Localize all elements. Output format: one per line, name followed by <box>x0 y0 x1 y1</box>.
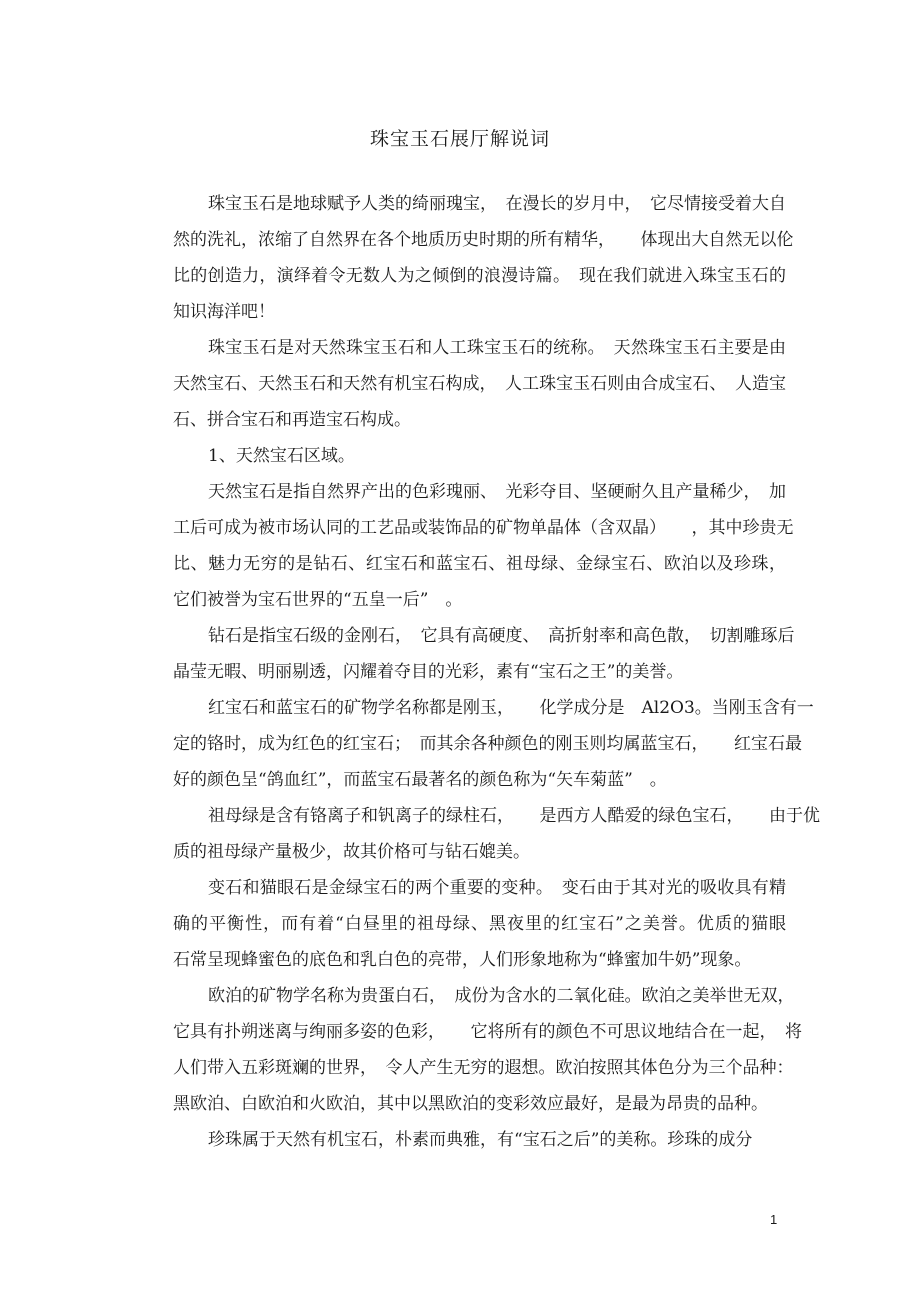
paragraph-natural-gems <box>138 474 794 618</box>
text-line: 石常呈现蜂蜜色的底色和乳白色的亮带，人们形象地称为“蜂蜜加牛奶”现象。 <box>173 950 752 970</box>
paragraph-intro <box>138 186 794 330</box>
text-line: 晶莹无暇、明丽剔透，闪耀着夺目的光彩，素有“宝石之王”的美誉。 <box>173 662 684 682</box>
text-line: 天然宝石是指自然界产出的色彩瑰丽、 光彩夺目、坚硬耐久且产量稀少， 加 <box>208 482 786 502</box>
text-line: 人们带入五彩斑斓的世界， 令人产生无穷的遐想。欧泊按照其体色分为三个品种： <box>173 1058 794 1078</box>
text-line: 天然宝石、天然玉石和天然有机宝石构成， 人工珠宝玉石则由合成宝石、 人造宝 <box>173 374 786 394</box>
text-line: 好的颜色呈“鸽血红”，而蓝宝石最著名的颜色称为“矢车菊蓝” 。 <box>173 770 667 790</box>
paragraph-emerald <box>138 798 820 870</box>
paragraph-ruby-sapphire <box>138 690 814 798</box>
paragraph-chrysoberyl <box>138 870 786 978</box>
text-line: 比的创造力，演绎着令无数人为之倾倒的浪漫诗篇。 现在我们就进入珠宝玉石的 <box>173 266 786 286</box>
page-number: 1 <box>770 1212 778 1227</box>
text-line: 珠宝玉石是对天然珠宝玉石和人工珠宝玉石的统称。 天然珠宝玉石主要是由 <box>208 338 786 358</box>
page-title: 珠宝玉石展厅解说词 <box>369 128 550 150</box>
document-body <box>138 186 820 1158</box>
text-line: 1、天然宝石区域。 <box>208 446 355 466</box>
section-heading <box>138 438 786 474</box>
text-line: 它们被誉为宝石世界的“五皇一后” 。 <box>173 590 463 610</box>
text-line: 欧泊的矿物学名称为贵蛋白石， 成份为含水的二氧化硅。欧泊之美举世无双， <box>208 986 795 1006</box>
text-line: 珠宝玉石是地球赋予人类的绮丽瑰宝， 在漫长的岁月中， 它尽情接受着大自 <box>208 194 786 214</box>
text-line: 红宝石和蓝宝石的矿物学名称都是刚玉， 化学成分是 Al2O3。当刚玉含有一 <box>208 698 814 718</box>
text-line: 知识海洋吧！ <box>173 302 275 322</box>
text-line: 变石和猫眼石是金绿宝石的两个重要的变种。 变石由于其对光的吸收具有精 <box>208 878 786 898</box>
text-line: 黑欧泊、白欧泊和火欧泊，其中以黑欧泊的变彩效应最好，是最为昂贵的品种。 <box>173 1094 768 1114</box>
text-line: 钻石是指宝石级的金刚石， 它具有高硬度、 高折射率和高色散， 切割雕琢后 <box>208 626 795 646</box>
text-line: 工后可成为被市场认同的工艺品或装饰品的矿物单晶体（含双晶） ，其中珍贵无 <box>173 518 794 538</box>
paragraph-diamond <box>138 618 795 690</box>
text-line: 它具有扑朔迷离与绚丽多姿的色彩， 它将所有的颜色不可思议地结合在一起， 将 <box>173 1022 802 1042</box>
paragraph-pearl <box>138 1122 786 1158</box>
text-line: 珍珠属于天然有机宝石，朴素而典雅，有“宝石之后”的美称。珍珠的成分 <box>208 1130 753 1150</box>
text-line: 质的祖母绿产量极少，故其价格可与钻石媲美。 <box>173 842 530 862</box>
paragraph-opal <box>138 978 802 1122</box>
text-line: 确的平衡性，而有着“白昼里的祖母绿、黑夜里的红宝石”之美誉。优质的猫眼 <box>173 914 786 934</box>
text-line: 石、拼合宝石和再造宝石构成。 <box>173 410 411 430</box>
text-line: 然的洗礼，浓缩了自然界在各个地质历史时期的所有精华， 体现出大自然无以伦 <box>173 230 794 250</box>
text-line: 祖母绿是含有铬离子和钒离子的绿柱石， 是西方人酷爱的绿色宝石， 由于优 <box>208 806 820 826</box>
text-line: 比、魅力无穷的是钻石、红宝石和蓝宝石、祖母绿、金绿宝石、欧泊以及珍珠， <box>173 554 786 574</box>
paragraph-definition <box>138 330 786 438</box>
text-line: 定的铬时，成为红色的红宝石； 而其余各种颜色的刚玉则均属蓝宝石， 红宝石最 <box>173 734 802 754</box>
